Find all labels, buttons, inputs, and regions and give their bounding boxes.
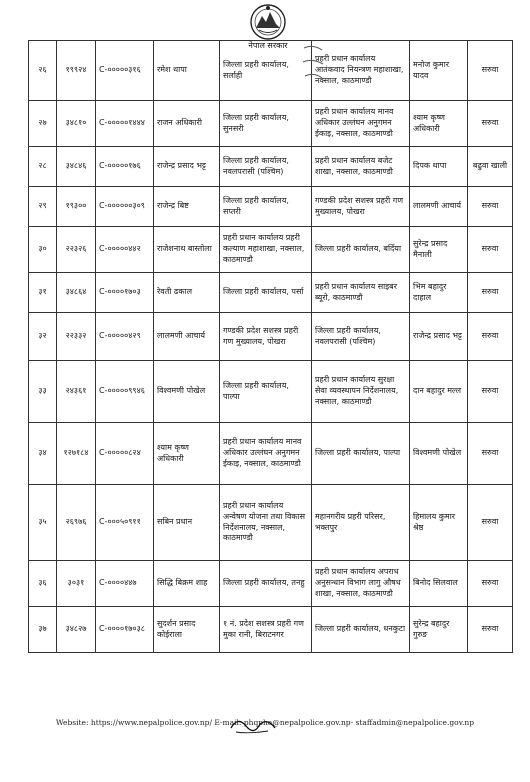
table-row	[29, 423, 513, 485]
name-cell: राजेन्द्र बिष्ट	[154, 187, 220, 227]
transfer-table	[28, 40, 513, 653]
remark-cell: सरुवा	[468, 187, 513, 227]
replacement-cell: हिमालय कुमार श्रेष्ठ	[410, 485, 468, 561]
serial-number-cell: ३७	[29, 607, 57, 653]
serial-number-cell: ३५	[29, 485, 57, 561]
serial-number-cell: ३३	[29, 361, 57, 423]
serial-number-cell: २७	[29, 101, 57, 147]
name-cell: लालमणी आचार्य	[154, 313, 220, 361]
name-cell: श्याम कृष्ण अधिकारी	[154, 423, 220, 485]
replacement-cell: विश्वमणी पोखेल	[410, 423, 468, 485]
table-row	[29, 607, 513, 653]
remark-cell: सरुवा	[468, 561, 513, 607]
code-cell: C-०००००८२४	[96, 423, 154, 485]
table-row	[29, 227, 513, 273]
name-cell: रेवती ढकाल	[154, 273, 220, 313]
police-number-cell: ३४८४६	[57, 147, 96, 187]
replacement-cell: सुरेन्द्र बहादुर गुरुङ	[410, 607, 468, 653]
name-cell: राजेशनाथ बास्तोला	[154, 227, 220, 273]
code-cell: C-०००००१७६	[96, 147, 154, 187]
replacement-cell: दिपक थापा	[410, 147, 468, 187]
stamp-mark	[300, 42, 326, 94]
code-cell: C-०००००१४४४	[96, 101, 154, 147]
remark-cell: सरुवा	[468, 361, 513, 423]
police-number-cell: ३४८६४	[57, 273, 96, 313]
remark-cell: सरुवा	[468, 41, 513, 101]
replacement-cell: राजेन्द्र प्रसाद भट्ट	[410, 313, 468, 361]
police-number-cell: १२७१८४	[57, 423, 96, 485]
name-cell: राजन अधिकारी	[154, 101, 220, 147]
table-row	[29, 273, 513, 313]
table-row	[29, 187, 513, 227]
name-cell: सुदर्शन प्रसाद कोईराला	[154, 607, 220, 653]
code-cell: C-००००४४७	[96, 561, 154, 607]
name-cell: विश्वमणी पोखेल	[154, 361, 220, 423]
police-number-cell: २२३३२	[57, 313, 96, 361]
remark-cell: सरुवा	[468, 313, 513, 361]
police-number-cell: २२३२६	[57, 227, 96, 273]
current-office-cell: जिल्ला प्रहरी कार्यालय, सर्लाही	[220, 41, 312, 101]
code-cell: C-०००५०९११	[96, 485, 154, 561]
name-cell: राजेन्द्र प्रसाद भट्ट	[154, 147, 220, 187]
code-cell: C-००००१७०३८	[96, 607, 154, 653]
police-number-cell: ३०३१	[57, 561, 96, 607]
police-number-cell: ३४८१०	[57, 101, 96, 147]
serial-number-cell: ३१	[29, 273, 57, 313]
code-cell: C-०००००४४२	[96, 227, 154, 273]
transfer-office-cell: प्रहरी प्रधान कार्यालय अपराध अनुसन्धान विभाग लागु औषध शाखा, नक्साल, काठमाण्डौ	[312, 561, 410, 607]
remark-cell: सरुवा	[468, 227, 513, 273]
remark-cell: सरुवा	[468, 273, 513, 313]
current-office-cell: जिल्ला प्रहरी कार्यालय, नवलपरासी (पश्चिम)	[220, 147, 312, 187]
serial-number-cell: ३६	[29, 561, 57, 607]
name-cell: सबिन प्रधान	[154, 485, 220, 561]
current-office-cell: जिल्ला प्रहरी कार्यालय, पाल्पा	[220, 361, 312, 423]
table-row	[29, 101, 513, 147]
remark-cell: सरुवा	[468, 485, 513, 561]
police-number-cell: २६९७६	[57, 485, 96, 561]
code-cell: C-०००००३१६	[96, 41, 154, 101]
remark-cell: सरुवा	[468, 607, 513, 653]
remark-cell: बढुवा खाली	[468, 147, 513, 187]
replacement-cell: भिम बहादुर दाहाल	[410, 273, 468, 313]
code-cell: C-०००००४२९	[96, 313, 154, 361]
police-number-cell: १९९२४	[57, 41, 96, 101]
police-number-cell: २४३६१	[57, 361, 96, 423]
transfer-office-cell: महानगरीय प्रहरी परिसर, भक्तपुर	[312, 485, 410, 561]
serial-number-cell: २९	[29, 187, 57, 227]
serial-number-cell: २६	[29, 41, 57, 101]
police-number-cell: ३४८२७	[57, 607, 96, 653]
serial-number-cell: २८	[29, 147, 57, 187]
code-cell: C-०००००९९४६	[96, 361, 154, 423]
table-row	[29, 485, 513, 561]
transfer-office-cell: प्रहरी प्रधान कार्यालय बजेट शाखा, नक्साल, काठमाण्डौ	[312, 147, 410, 187]
replacement-cell: मनोज कुमार यादव	[410, 41, 468, 101]
current-office-cell: जिल्ला प्रहरी कार्यालय, सप्तरी	[220, 187, 312, 227]
transfer-office-cell: प्रहरी प्रधान कार्यालय सुरक्षा सेवा व्यवस्थापन निर्देशनालय, नक्साल, काठमाण्डौ	[312, 361, 410, 423]
transfer-office-cell: जिल्ला प्रहरी कार्यालय, बर्दिया	[312, 227, 410, 273]
serial-number-cell: ३०	[29, 227, 57, 273]
table-row	[29, 313, 513, 361]
name-cell: रमेश थापा	[154, 41, 220, 101]
table-row	[29, 41, 513, 101]
serial-number-cell: ३२	[29, 313, 57, 361]
footer-contact: Website: https://www.nepalpolice.gov.np/ E-mail: phqpha@nepalpolice.gov.np- staffadmin@nepalpolice.gov.np	[55, 718, 475, 727]
code-cell: C-००००००३०९	[96, 187, 154, 227]
current-office-cell: १ नं. प्रदेश सशस्त्र प्रहरी गण मुका रानी, बिराटनगर	[220, 607, 312, 653]
replacement-cell: श्याम कृष्ण अधिकारी	[410, 101, 468, 147]
table-row	[29, 361, 513, 423]
code-cell: C-००००१७०३	[96, 273, 154, 313]
transfer-office-cell: गण्डकी प्रदेश सशस्त्र प्रहरी गण मुख्यालय, पोखरा	[312, 187, 410, 227]
table-row	[29, 147, 513, 187]
transfer-office-cell: प्रहरी प्रधान कार्यालय साइबर ब्यूरो, काठमाण्डौ	[312, 273, 410, 313]
transfer-office-cell: प्रहरी प्रधान कार्यालय मानव अधिकार उल्लंघन अनुगमन ईकाइ, नक्साल, काठमाण्डौ	[312, 101, 410, 147]
transfer-office-cell: जिल्ला प्रहरी कार्यालय, नवलपरासी (पश्चिम)	[312, 313, 410, 361]
current-office-cell: जिल्ला प्रहरी कार्यालय, सुनसरी	[220, 101, 312, 147]
replacement-cell: सुरेन्द्र प्रसाद मैनाली	[410, 227, 468, 273]
replacement-cell: दान बहादुर मल्ल	[410, 361, 468, 423]
police-number-cell: १९३००	[57, 187, 96, 227]
current-office-cell: गण्डकी प्रदेश सशस्त्र प्रहरी गण मुख्यालय, पोखरा	[220, 313, 312, 361]
signature-mark	[228, 714, 278, 736]
current-office-cell: प्रहरी प्रधान कार्यालय प्रहरी कल्याण महाशाखा, नक्साल, काठमाण्डौ	[220, 227, 312, 273]
remark-cell: सरुवा	[468, 101, 513, 147]
replacement-cell: बिनोद सिलवाल	[410, 561, 468, 607]
current-office-cell: प्रहरी प्रधान कार्यालय मानव अधिकार उल्लंघन अनुगमन ईकाइ, नक्साल, काठमाण्डौ	[220, 423, 312, 485]
current-office-cell: जिल्ला प्रहरी कार्यालय, पर्सा	[220, 273, 312, 313]
current-office-cell: जिल्ला प्रहरी कार्यालय, तनहु	[220, 561, 312, 607]
transfer-office-cell: जिल्ला प्रहरी कार्यालय, पाल्पा	[312, 423, 410, 485]
replacement-cell: लालमणी आचार्य	[410, 187, 468, 227]
name-cell: सिद्धि बिक्रम शाह	[154, 561, 220, 607]
remark-cell: सरुवा	[468, 423, 513, 485]
table-row	[29, 561, 513, 607]
transfer-office-cell: प्रहरी प्रधान कार्यालय आतंकवाद नियन्त्रण महाशाखा, नक्साल, काठमाण्डौ	[312, 41, 410, 101]
transfer-office-cell: जिल्ला प्रहरी कार्यालय, धनकुटा	[312, 607, 410, 653]
emblem-caption: नेपाल सरकार	[248, 41, 288, 50]
serial-number-cell: ३४	[29, 423, 57, 485]
current-office-cell: प्रहरी प्रधान कार्यालय अन्वेषण योजना तथा विकास निर्देशनालय, नक्साल, काठमाण्डौ	[220, 485, 312, 561]
